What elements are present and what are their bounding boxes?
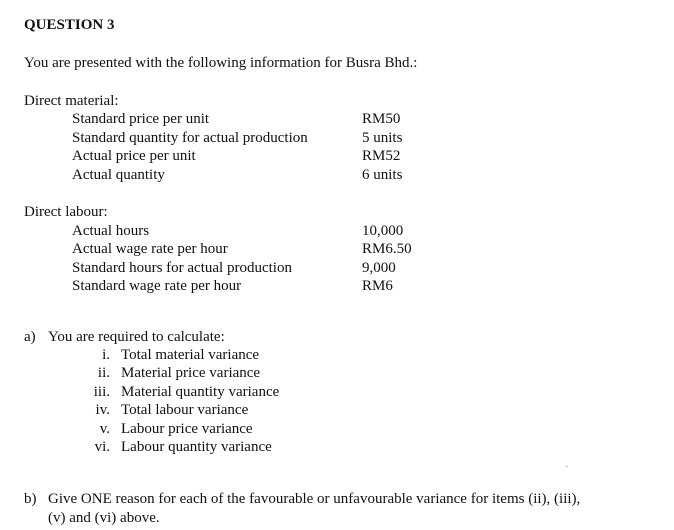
labour-row-value: RM6 [362,278,393,294]
list-item-text: Material price variance [121,365,261,381]
list-item-text: Labour quantity variance [121,439,272,455]
material-row-label: Standard quantity for actual production [72,130,308,146]
material-row-label: Actual quantity [72,167,165,183]
direct-labour-heading: Direct labour: [24,204,108,220]
material-row-label: Standard price per unit [72,111,210,127]
labour-row-value: RM6.50 [362,241,412,257]
list-numeral: vi. [94,439,110,455]
intro-text: You are presented with the following information for Busra Bhd.: [24,55,418,71]
list-numeral: iii. [93,384,110,400]
material-row-value: RM50 [362,111,401,127]
list-numeral: i. [102,347,110,363]
part-a-marker: a) [24,329,36,345]
list-item-text: Total material variance [121,347,260,363]
labour-row-label: Standard wage rate per hour [72,278,242,294]
material-row-value: 5 units [362,130,403,146]
labour-row-label: Actual wage rate per hour [72,241,228,257]
labour-row-value: 9,000 [362,260,396,276]
list-numeral: v. [99,421,110,437]
list-item-text: Total labour variance [121,402,249,418]
direct-material-heading: Direct material: [24,93,119,109]
list-numeral: ii. [97,365,110,381]
list-item-text: Material quantity variance [121,384,280,400]
part-b-line-1: Give ONE reason for each of the favourable or unfavourable variance for items (ii), (iii), [48,491,581,507]
part-a-text: You are required to calculate: [48,329,225,345]
labour-row-value: 10,000 [362,223,404,239]
labour-row-label: Standard hours for actual production [72,260,292,276]
material-row-value: 6 units [362,167,403,183]
material-row-value: RM52 [362,148,401,164]
question-title: QUESTION 3 [24,17,115,33]
list-numeral: iv. [95,402,110,418]
part-b-line-2: (v) and (vi) above. [48,510,160,526]
part-b-marker: b) [24,491,37,507]
labour-row-label: Actual hours [72,223,150,239]
list-item-text: Labour price variance [121,421,253,437]
material-row-label: Actual price per unit [72,148,196,164]
stray-mark [566,466,568,467]
